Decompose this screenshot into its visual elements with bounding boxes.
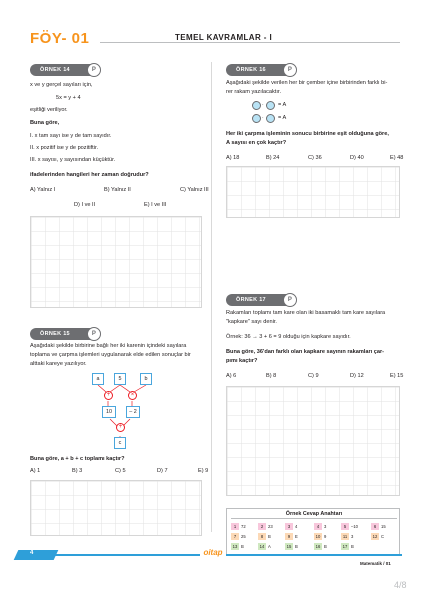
answer-key-rule (231, 518, 397, 519)
q16-option-e[interactable]: E) 48 (390, 155, 404, 161)
answer-key-entry (258, 523, 273, 530)
p-icon: P (283, 293, 297, 307)
q15-box-minus-2: – 2 (126, 406, 140, 418)
q15-option-b[interactable]: B) 3 (72, 468, 83, 474)
header-divider (100, 42, 400, 43)
answer-key-question-number: 10 (315, 534, 321, 539)
p-icon: P (283, 63, 297, 77)
q15-question: Buna göre, a + b + c toplamı kaçtır? (30, 456, 125, 462)
answer-key-answer: 3 (324, 524, 327, 529)
example-16-badge (226, 64, 292, 76)
answer-key-entry (371, 523, 386, 530)
q16-eq-label-1: = A (278, 102, 287, 108)
q15-box-a: a (92, 373, 104, 385)
q14-option-e[interactable]: E) I ve III (144, 202, 167, 208)
section-title: TEMEL KAVRAMLAR - I (175, 33, 273, 42)
q17-option-d[interactable]: D) 12 (350, 373, 364, 379)
q16-question-2: A sayısı en çok kaçtır? (226, 140, 287, 146)
q14-statement-1: I. x tam sayı ise y de tam sayıdır. (30, 133, 112, 139)
q15-option-d[interactable]: D) 7 (157, 468, 168, 474)
example-17-badge (226, 294, 292, 306)
q17-option-c[interactable]: C) 9 (308, 373, 319, 379)
q15-option-e[interactable]: E) 9 (198, 468, 209, 474)
badge-label: ÖRNEK 14 (40, 67, 70, 73)
answer-key-question-number: 16 (315, 544, 321, 549)
answer-key-entry (285, 533, 298, 540)
answer-key-question-number: 1 (231, 523, 239, 530)
answer-key-answer: 4 (295, 524, 298, 529)
answer-key-entry (341, 543, 354, 550)
answer-key-answer: B (241, 544, 244, 549)
answer-key-question-number: 6 (371, 523, 379, 530)
answer-key-entry (231, 543, 244, 550)
answer-key-question-number: 17 (342, 544, 348, 549)
foy-title: FÖY- 01 (30, 30, 90, 47)
logo-text: oitap (203, 548, 223, 557)
answer-key-entry (371, 533, 384, 540)
q15-box-5: 5 (114, 373, 126, 385)
q14-work-grid (30, 216, 202, 308)
answer-key-answer: C (381, 534, 385, 539)
footer-subject: Matematik / 01 (360, 561, 391, 566)
answer-key-entry (341, 533, 353, 540)
answer-key-answer: 72 (241, 524, 246, 529)
q16-option-c[interactable]: C) 36 (308, 155, 322, 161)
publisher-logo (200, 546, 226, 562)
times-sign: · (262, 115, 264, 121)
q16-eq-label-2: = A (278, 115, 287, 121)
q16-question-1: Her iki çarpma işleminin sonucu birbirine eşit olduğuna göre, (226, 131, 389, 137)
q15-option-a[interactable]: A) 1 (30, 468, 41, 474)
badge-label: ÖRNEK 16 (236, 67, 266, 73)
answer-key-entry (258, 543, 271, 550)
answer-key-entry (341, 523, 358, 530)
circle-slot (266, 101, 275, 110)
q17-question-1: Buna göre, 36'dan farklı olan kapkare sayının rakamları çar- (226, 349, 385, 355)
q15-times-operator: × (128, 391, 137, 400)
answer-key-question-number: 3 (285, 523, 293, 530)
q15-line-1: Aşağıdaki şekilde birbirine bağlı her iki karenin içindeki sayılara (30, 343, 187, 349)
q17-option-e[interactable]: E) 15 (390, 373, 404, 379)
q17-line-3: Örnek: 36 → 3 + 6 = 9 olduğu için kapkare sayıdır. (226, 334, 351, 340)
answer-key-entry (231, 523, 246, 530)
answer-key-question-number: 8 (258, 533, 266, 540)
q14-option-a[interactable]: A) Yalnız I (30, 187, 56, 193)
q14-question: ifadelerinden hangileri her zaman doğrudur? (30, 172, 149, 178)
q17-question-2: pımı kaçtır? (226, 358, 258, 364)
q17-line-1: Rakamları toplamı tam kare olan iki basamaklı tam kare sayılara (226, 310, 386, 316)
q14-line-1: x ve y gerçel sayıları için, (30, 82, 93, 88)
answer-key-question-number: 7 (231, 533, 239, 540)
q15-work-grid (30, 480, 202, 536)
answer-key-question-number: 13 (232, 544, 238, 549)
answer-key-entry (314, 523, 326, 530)
q15-line-2: toplama ve çarpma işlemleri uygulanarak elde edilen sonuçlar bir (30, 352, 191, 358)
answer-key-question-number: 9 (285, 533, 293, 540)
q14-option-d[interactable]: D) I ve II (74, 202, 96, 208)
answer-key-answer: A (268, 544, 271, 549)
answer-key-entry (285, 543, 298, 550)
q15-plus-operator: + (104, 391, 113, 400)
q14-equation: 5x = y + 4 (56, 95, 81, 101)
answer-key-entry (314, 533, 326, 540)
answer-key-question-number: 12 (372, 534, 378, 539)
answer-key-question-number: 11 (342, 534, 348, 539)
q14-option-b[interactable]: B) Yalnız II (104, 187, 131, 193)
q16-line-2: rer rakam yazılacaktır. (226, 89, 282, 95)
answer-key-answer: 15 (381, 524, 386, 529)
page-header (0, 30, 424, 52)
answer-key-answer: –10 (351, 524, 358, 529)
circle-slot (252, 101, 261, 110)
answer-key-answer: B (351, 544, 354, 549)
answer-key-answer: 3 (351, 534, 354, 539)
answer-key-answer: B (268, 534, 271, 539)
q16-work-grid (226, 166, 400, 218)
q14-buna-gore: Buna göre, (30, 120, 60, 126)
answer-key-entry (285, 523, 297, 530)
answer-key-entry (231, 533, 246, 540)
answer-key-entry (314, 543, 327, 550)
p-icon: P (87, 327, 101, 341)
q14-line-3: eşitliği veriliyor. (30, 107, 68, 113)
q17-work-grid (226, 386, 400, 496)
q15-box-c: c (114, 437, 126, 449)
q14-statement-3: III. x sayısı, y sayısından küçüktür. (30, 157, 116, 163)
q14-statement-2: II. x pozitif ise y de pozitiftir. (30, 145, 99, 151)
q16-option-b[interactable]: B) 24 (266, 155, 280, 161)
example-15-badge (30, 328, 96, 340)
answer-key-answer: B (295, 544, 298, 549)
page-number: 4 (30, 550, 34, 556)
example-14-badge (30, 64, 96, 76)
badge-label: ÖRNEK 15 (40, 331, 70, 337)
q15-box-b: b (140, 373, 152, 385)
circle-slot (252, 114, 261, 123)
q15-box-10: 10 (102, 406, 116, 418)
q14-option-c[interactable]: C) Yalnız III (180, 187, 209, 193)
q15-option-c[interactable]: C) 5 (115, 468, 126, 474)
q15-plus-operator-2: + (116, 423, 125, 432)
answer-key-answer: B (324, 544, 327, 549)
badge-label: ÖRNEK 17 (236, 297, 266, 303)
q17-line-2: "kapkare" sayı denir. (226, 319, 277, 325)
answer-key-entry (258, 533, 271, 540)
answer-key-question-number: 5 (341, 523, 349, 530)
footer-page-tab (14, 550, 59, 560)
page-indicator: 4/8 (394, 580, 407, 590)
answer-key-question-number: 4 (314, 523, 322, 530)
answer-key-answer: E (295, 534, 298, 539)
q16-option-d[interactable]: D) 40 (350, 155, 364, 161)
answer-key-answer: 9 (324, 534, 327, 539)
answer-key-panel (226, 508, 400, 556)
answer-key-question-number: 14 (259, 544, 265, 549)
p-icon: P (87, 63, 101, 77)
answer-key-answer: 25 (241, 534, 246, 539)
answer-key-question-number: 15 (286, 544, 292, 549)
q17-option-a[interactable]: A) 6 (226, 373, 237, 379)
q16-option-a[interactable]: A) 18 (226, 155, 240, 161)
answer-key-question-number: 2 (258, 523, 266, 530)
answer-key-answer: 23 (268, 524, 273, 529)
answer-key-title: Örnek Cevap Anahtarı (285, 511, 343, 517)
q16-line-1: Aşağıdaki şekilde verilen her bir çember içine birbirinden farklı bi- (226, 80, 388, 86)
column-divider (211, 62, 212, 532)
circle-slot (266, 114, 275, 123)
times-sign: · (262, 102, 264, 108)
q15-line-3: alttaki kareye yazılıyor. (30, 361, 87, 367)
q17-option-b[interactable]: B) 8 (266, 373, 277, 379)
